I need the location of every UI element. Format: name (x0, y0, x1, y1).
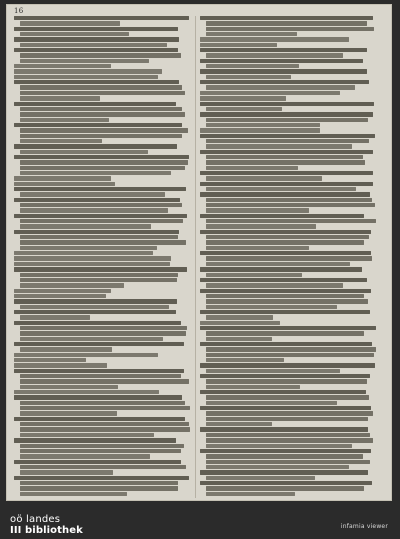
text-line (14, 294, 106, 298)
text-line (14, 390, 159, 394)
logo-text-line1: oö landes (10, 514, 61, 525)
text-line (14, 342, 184, 346)
text-line (206, 187, 356, 191)
text-line (20, 379, 189, 383)
text-line (200, 102, 374, 106)
text-line (20, 208, 168, 212)
viewer-brand-label: infamia viewer (340, 523, 388, 530)
text-line (206, 417, 368, 421)
text-line (206, 465, 349, 469)
text-line (20, 427, 190, 431)
text-line (14, 214, 187, 218)
text-line (14, 187, 186, 191)
text-line (200, 171, 373, 175)
text-line (206, 160, 365, 164)
text-line (200, 251, 371, 255)
text-line (206, 305, 337, 309)
text-line (206, 411, 373, 415)
text-line (200, 91, 340, 95)
text-line (206, 27, 374, 31)
text-line (20, 385, 118, 389)
text-line (200, 310, 370, 314)
text-line (200, 134, 375, 138)
text-line (20, 240, 186, 244)
library-logo[interactable] (10, 515, 130, 539)
text-line (14, 64, 111, 68)
text-line (20, 107, 182, 111)
text-line (206, 262, 350, 266)
text-line (20, 235, 178, 239)
text-line (20, 118, 109, 122)
text-line (20, 21, 120, 25)
text-line (200, 289, 371, 293)
text-line (20, 411, 117, 415)
text-line (206, 139, 369, 143)
right-text-column (200, 16, 376, 498)
text-line (20, 331, 186, 335)
text-line (200, 182, 373, 186)
text-line (14, 69, 162, 73)
text-line (200, 43, 277, 47)
text-line (200, 390, 366, 394)
text-line (200, 192, 370, 196)
text-line (206, 155, 363, 159)
text-line (206, 32, 297, 36)
text-line (206, 438, 373, 442)
text-line (20, 433, 154, 437)
text-line (206, 75, 291, 79)
text-line (206, 208, 309, 212)
text-line (206, 273, 302, 277)
text-line (14, 48, 178, 52)
text-line (20, 273, 178, 277)
text-line (206, 460, 370, 464)
text-line (206, 294, 364, 298)
logo-text-line2: III bibliothek (10, 525, 83, 536)
text-line (20, 128, 188, 132)
text-line (20, 203, 182, 207)
text-line (20, 401, 185, 405)
text-line (20, 91, 185, 95)
text-line (206, 492, 295, 496)
text-line (200, 470, 368, 474)
text-line (206, 107, 282, 111)
text-line (206, 454, 363, 458)
text-line (14, 358, 86, 362)
text-line (14, 80, 179, 84)
text-line (14, 123, 182, 127)
text-line (14, 75, 158, 79)
text-line (14, 476, 189, 480)
left-text-column (14, 16, 190, 498)
text-line (14, 176, 111, 180)
text-line (20, 315, 90, 319)
text-line (200, 449, 371, 453)
text-line (14, 144, 177, 148)
text-line (206, 203, 375, 207)
text-line (20, 139, 102, 143)
text-line (206, 235, 369, 239)
text-line (20, 160, 188, 164)
text-line (200, 267, 362, 271)
text-line (14, 37, 179, 41)
text-line (206, 401, 337, 405)
text-line (14, 182, 115, 186)
text-line (206, 256, 372, 260)
text-line (206, 21, 367, 25)
text-line (200, 128, 320, 132)
text-line (20, 150, 148, 154)
text-line (206, 486, 364, 490)
text-line (206, 283, 343, 287)
text-line (206, 353, 374, 357)
text-line (206, 64, 299, 68)
text-line (20, 454, 150, 458)
text-line (206, 219, 376, 223)
text-line (200, 230, 371, 234)
text-line (20, 59, 149, 63)
text-line (14, 289, 111, 293)
viewer-footer (0, 507, 400, 539)
column-divider (195, 16, 196, 498)
scanned-page (6, 4, 392, 501)
text-line (206, 299, 368, 303)
text-line (200, 112, 373, 116)
text-line (20, 337, 163, 341)
text-line (206, 166, 298, 170)
text-line (14, 299, 177, 303)
text-line (200, 427, 368, 431)
text-line (200, 342, 372, 346)
text-line (14, 438, 176, 442)
page-number: 16 (14, 7, 24, 15)
text-line (20, 53, 181, 57)
text-line (14, 363, 107, 367)
text-line (20, 278, 177, 282)
text-line (20, 134, 182, 138)
text-line (20, 465, 186, 469)
text-line (20, 374, 181, 378)
text-line (14, 16, 189, 20)
text-line (206, 144, 352, 148)
text-line (206, 123, 320, 127)
text-line (20, 492, 127, 496)
text-line (14, 321, 181, 325)
text-line (14, 353, 158, 357)
text-line (206, 369, 340, 373)
text-line (20, 224, 151, 228)
text-line (20, 43, 167, 47)
text-line (200, 326, 376, 330)
text-line (20, 112, 185, 116)
text-line (206, 358, 284, 362)
text-line (14, 256, 171, 260)
text-line (14, 262, 170, 266)
text-line (20, 347, 112, 351)
text-line (206, 385, 300, 389)
text-line (206, 198, 372, 202)
text-line (20, 32, 129, 36)
text-line (200, 37, 349, 41)
text-line (206, 379, 367, 383)
text-line (200, 69, 367, 73)
text-line (14, 417, 185, 421)
text-line (200, 278, 367, 282)
text-line (206, 176, 322, 180)
text-columns (14, 16, 384, 498)
text-line (200, 406, 371, 410)
text-line (206, 118, 368, 122)
text-line (14, 267, 187, 271)
text-line (14, 395, 182, 399)
text-line (20, 406, 190, 410)
text-line (206, 476, 315, 480)
text-line (20, 219, 183, 223)
text-line (20, 481, 178, 485)
text-line (20, 171, 171, 175)
text-line (206, 347, 376, 351)
text-line (206, 246, 309, 250)
text-line (14, 369, 184, 373)
text-line (200, 321, 280, 325)
text-line (206, 53, 343, 57)
text-line (200, 59, 363, 63)
text-line (14, 27, 178, 31)
text-line (14, 251, 153, 255)
text-line (14, 230, 179, 234)
text-line (20, 96, 100, 100)
text-line (206, 85, 355, 89)
text-line (20, 85, 182, 89)
text-line (14, 198, 180, 202)
text-line (200, 481, 372, 485)
text-line (20, 192, 165, 196)
text-line (200, 363, 375, 367)
text-line (200, 374, 370, 378)
text-line (200, 150, 373, 154)
text-line (206, 337, 272, 341)
text-line (20, 422, 189, 426)
text-line (20, 283, 124, 287)
text-line (20, 166, 185, 170)
text-line (20, 305, 169, 309)
text-line (200, 48, 367, 52)
text-line (206, 224, 316, 228)
text-line (206, 240, 364, 244)
text-line (206, 444, 352, 448)
text-line (200, 16, 373, 20)
text-line (14, 460, 181, 464)
text-line (206, 315, 273, 319)
text-line (20, 326, 187, 330)
text-line (200, 214, 364, 218)
text-line (206, 422, 272, 426)
text-line (206, 433, 370, 437)
text-line (20, 449, 181, 453)
text-line (20, 246, 157, 250)
text-line (20, 444, 184, 448)
text-line (14, 102, 176, 106)
text-line (20, 486, 178, 490)
text-line (206, 395, 369, 399)
text-line (200, 80, 369, 84)
text-line (14, 310, 176, 314)
text-line (206, 331, 364, 335)
text-line (14, 155, 189, 159)
text-line (200, 96, 286, 100)
text-line (20, 470, 113, 474)
